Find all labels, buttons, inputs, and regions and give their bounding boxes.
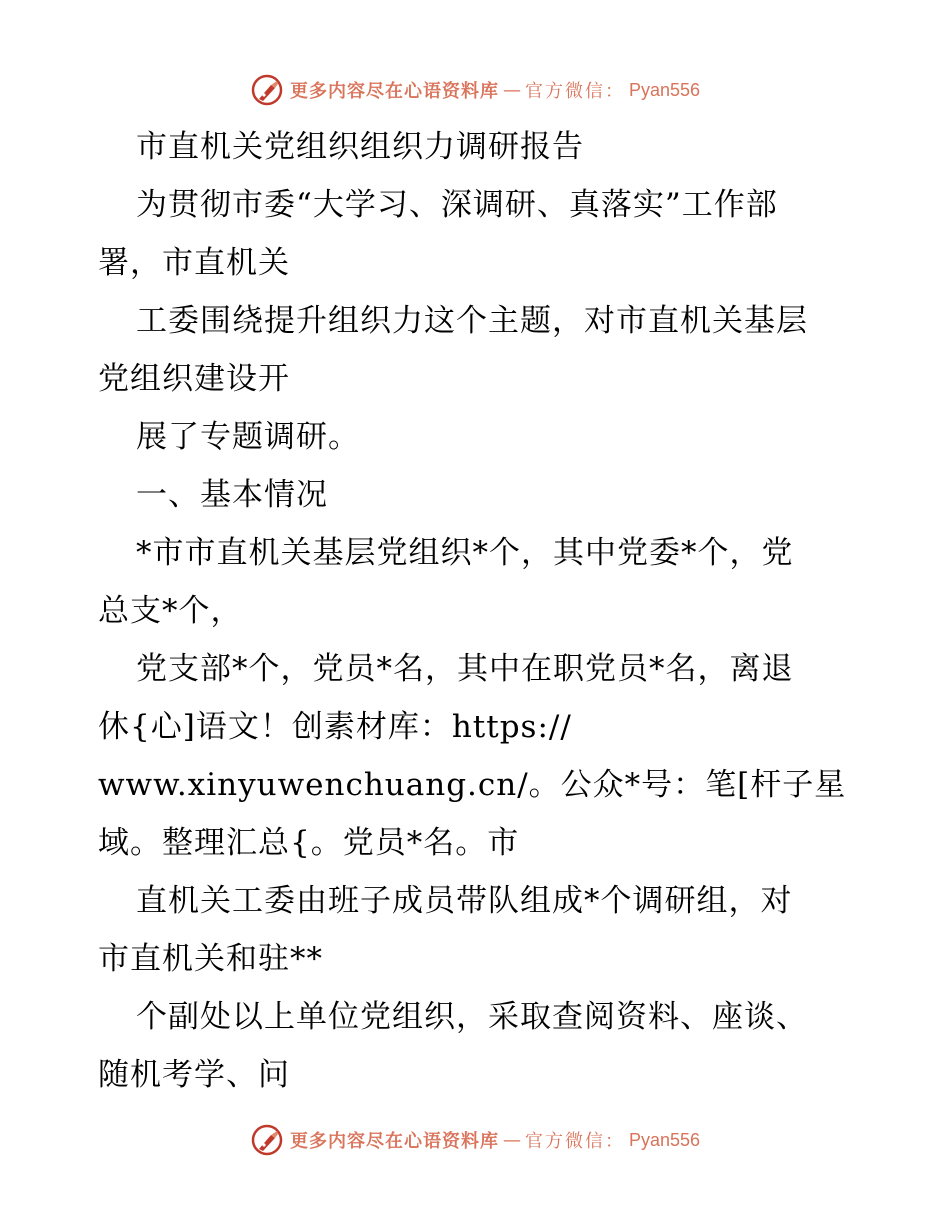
text-line: 展了专题调研。 bbox=[136, 419, 360, 455]
watermark-wechat-id: Pyan556 bbox=[628, 79, 701, 100]
text-line: 休{心]语文！创素材库：https:// bbox=[98, 709, 572, 745]
watermark-official-label: 官方微信： bbox=[524, 1131, 625, 1152]
text-line: 域。整理汇总{。党员*名。市 bbox=[98, 825, 520, 861]
watermark-main-text: 更多内容尽在心语资料库 bbox=[289, 1131, 499, 1152]
text-line: 市直机关和驻** bbox=[98, 941, 323, 977]
watermark-banner-bottom bbox=[0, 1120, 950, 1160]
text-line: 随机考学、问 bbox=[98, 1057, 290, 1093]
text-line: www.xinyuwenchuang.cn/。公众*号：笔[杆子星 bbox=[98, 767, 847, 803]
text-line: 一、基本情况 bbox=[136, 477, 328, 513]
text-line: 署，市直机关 bbox=[98, 245, 290, 281]
document-title: 市直机关党组织组织力调研报告 bbox=[136, 129, 584, 165]
text-line: *市市直机关基层党组织*个，其中党委*个，党 bbox=[136, 535, 794, 571]
watermark-dash: — bbox=[502, 1129, 521, 1151]
watermark-official-label: 官方微信： bbox=[524, 81, 625, 102]
pen-nib-logo-icon bbox=[250, 1123, 284, 1157]
text-line: 为贯彻市委“大学习、深调研、真落实”工作部 bbox=[136, 187, 778, 223]
watermark-wechat-id: Pyan556 bbox=[628, 1129, 701, 1150]
text-line: 直机关工委由班子成员带队组成*个调研组，对 bbox=[136, 883, 793, 919]
text-line: 工委围绕提升组织力这个主题，对市直机关基层 bbox=[136, 303, 808, 339]
text-line: 党支部*个，党员*名，其中在职党员*名，离退 bbox=[136, 651, 794, 687]
pen-nib-logo-icon bbox=[250, 73, 284, 107]
watermark-main-text: 更多内容尽在心语资料库 bbox=[289, 81, 499, 102]
text-line: 党组织建设开 bbox=[98, 361, 290, 397]
watermark-banner-top bbox=[0, 70, 950, 110]
text-line: 总支*个， bbox=[98, 593, 243, 629]
watermark-dash: — bbox=[502, 79, 521, 101]
text-line: 个副处以上单位党组织，采取查阅资料、座谈、 bbox=[136, 999, 808, 1035]
document-body bbox=[98, 118, 858, 1104]
